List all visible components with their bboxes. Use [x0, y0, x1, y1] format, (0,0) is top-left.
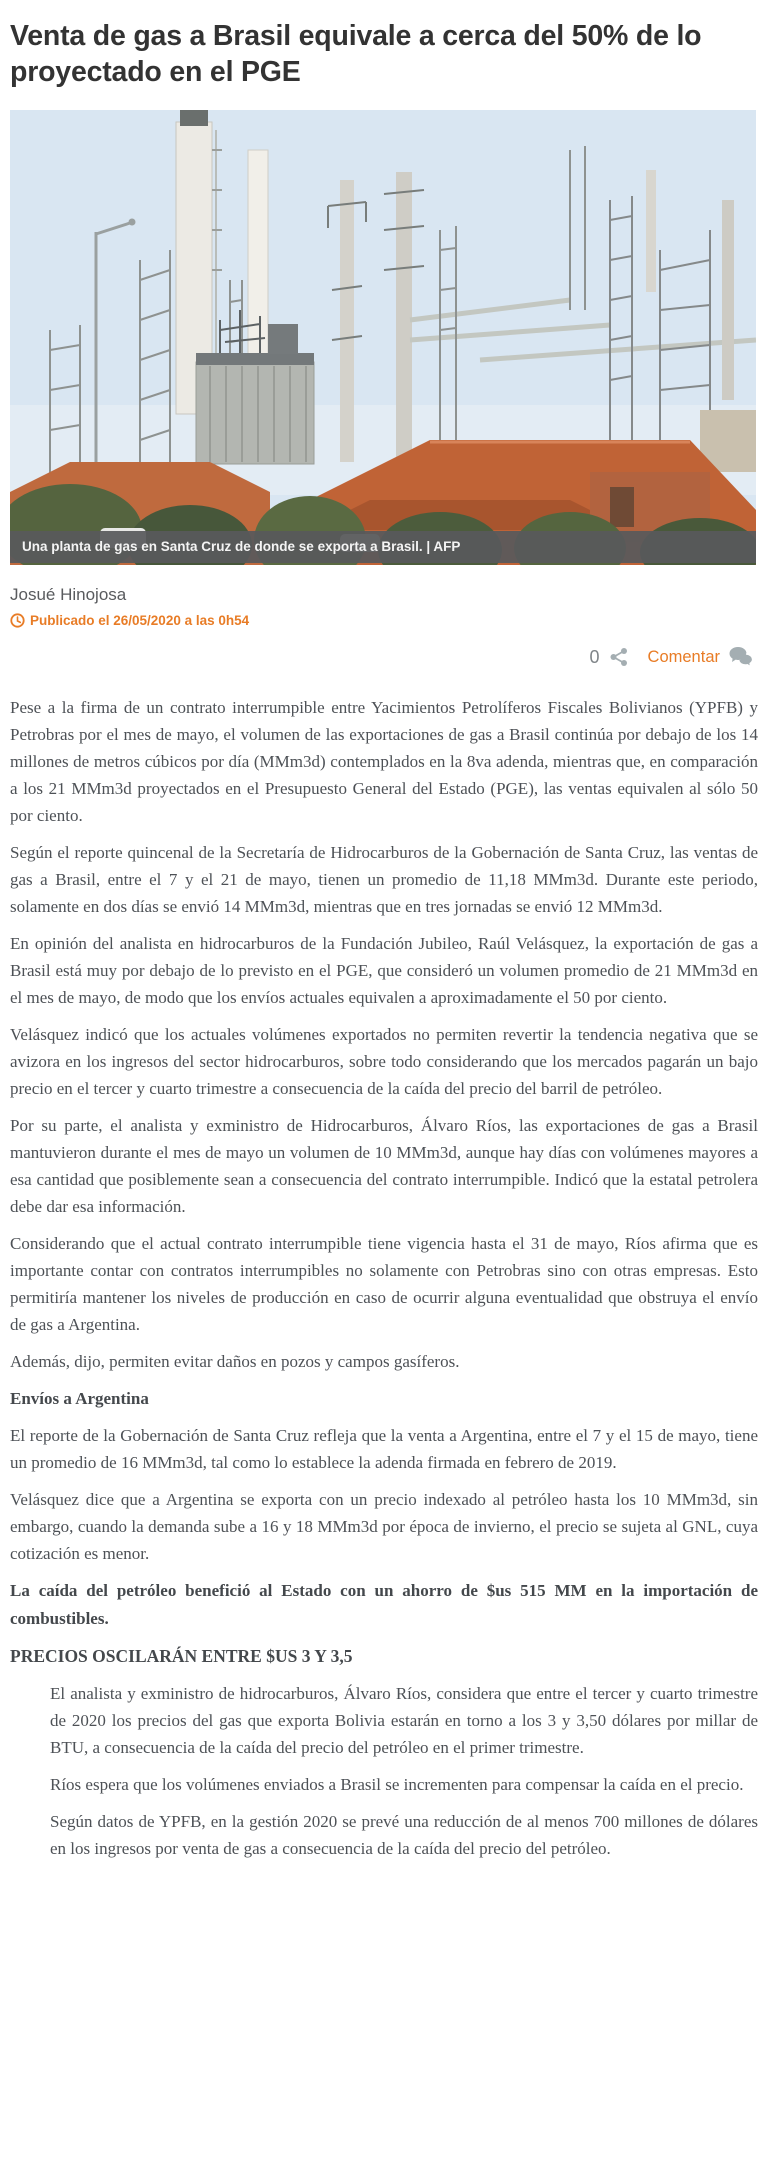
paragraph: Según el reporte quincenal de la Secretaría de Hidrocarburos de la Gobernación de Santa Cruz, las ventas de gas a Brasil, entre el 7 y el 21 de mayo, tienen un promedio de 11,18 MMm3d. Durante este periodo, solamente en dos días se envió 14 MMm3d, mientras que en tres jornadas se envió 12 MMm3d.	[10, 843, 758, 916]
highlight-quote: La caída del petróleo benefició al Estado con un ahorro de $us 515 MM en la importación de combustibles.	[10, 1581, 758, 1628]
paragraph: El reporte de la Gobernación de Santa Cruz refleja que la venta a Argentina, entre el 7 y el 15 de mayo, tiene un promedio de 16 MMm3d, tal como lo establece la adenda firmada en febrero de 2019.	[10, 1426, 758, 1472]
comment-link[interactable]: Comentar	[647, 647, 720, 666]
prices-section	[50, 1680, 758, 1862]
paragraph: Según datos de YPFB, en la gestión 2020 se prevé una reducción de al menos 700 millones de dólares en los ingresos por venta de gas a consecuencia de la caída del precio del petróleo.	[50, 1812, 758, 1858]
gas-plant-illustration	[10, 110, 756, 565]
paragraph: Además, dijo, permiten evitar daños en pozos y campos gasíferos.	[10, 1352, 460, 1371]
share-count: 0	[589, 646, 600, 667]
paragraph: Pese a la firma de un contrato interrumpible entre Yacimientos Petrolíferos Fiscales Bolivianos (YPFB) y Petrobras por el mes de mayo, el volumen de las exportaciones de gas a Brasil continúa por debajo de los 14 millones de metros cúbicos por día (MMm3d) contemplados en la 8va adenda, mientras que, en comparación a los 21 MMm3d proyectados en el Presupuesto General del Estado (PGE), las ventas equivalen al sólo 50 por ciento.	[10, 698, 758, 825]
clock-icon	[10, 613, 25, 628]
photo-caption: Una planta de gas en Santa Cruz de donde se exporta a Brasil. | AFP	[10, 531, 756, 563]
subhead-precios: PRECIOS OSCILARÁN ENTRE $US 3 Y 3,5	[10, 1646, 353, 1666]
article-photo	[10, 110, 756, 565]
social-row	[10, 646, 754, 668]
publish-date-row	[10, 613, 758, 628]
paragraph: Ríos espera que los volúmenes enviados a Brasil se incrementen para compensar la caída en el precio.	[50, 1775, 744, 1794]
paragraph: Por su parte, el analista y exministro de Hidrocarburos, Álvaro Ríos, las exportaciones de gas a Brasil mantuvieron durante el mes de mayo un volumen de 10 MMm3d, aunque hay días con volúmenes mayores a esa cantidad que posiblemente sean a consecuencia del contrato interrumpible. Indicó que la estatal petrolera debe dar esa información.	[10, 1116, 758, 1216]
paragraph: Velásquez dice que a Argentina se exporta con un precio indexado al petróleo hasta los 10 MMm3d, sin embargo, cuando la demanda sube a 16 y 18 MMm3d por época de invierno, el precio se sujeta al GNL, cuya cotización es menor.	[10, 1490, 758, 1563]
paragraph: Considerando que el actual contrato interrumpible tiene vigencia hasta el 31 de mayo, Ríos afirma que es importante contar con contratos interrumpibles no solamente con Petrobras sino con otras empresas. Esto permitiría mantener los niveles de producción en caso de ocurrir alguna eventualidad que obstruya el envío de gas a Argentina.	[10, 1234, 758, 1334]
author-name: Josué Hinojosa	[10, 585, 127, 604]
paragraph: El analista y exministro de hidrocarburos, Álvaro Ríos, considera que entre el tercer y cuarto trimestre de 2020 los precios del gas que exporta Bolivia estarán en torno a los 3 y 3,50 dólares por millar de BTU, a consecuencia de la caída del precio del petróleo en el primer trimestre.	[50, 1684, 758, 1757]
paragraph: Velásquez indicó que los actuales volúmenes exportados no permiten revertir la tendencia negativa que se avizora en los ingresos del sector hidrocarburos, sobre todo considerando que los mercados pagarán un bajo precio en el tercer y cuarto trimestre a consecuencia de la caída del precio del barril de petróleo.	[10, 1025, 758, 1098]
share-icon[interactable]	[608, 646, 630, 668]
publish-date: Publicado el 26/05/2020 a las 0h54	[30, 613, 250, 628]
paragraph: En opinión del analista en hidrocarburos de la Fundación Jubileo, Raúl Velásquez, la exportación de gas a Brasil está muy por debajo de lo previsto en el PGE, que consideró un volumen promedio de 21 MMm3d en el mes de mayo, de modo que los envíos actuales equivalen a aproximadamente el 50 por ciento.	[10, 934, 758, 1007]
speech-bubbles-icon[interactable]	[728, 646, 754, 668]
byline	[10, 585, 758, 628]
page-title: Venta de gas a Brasil equivale a cerca del 50% de lo proyectado en el PGE	[10, 20, 702, 88]
article-page	[0, 18, 768, 1862]
subhead-envios-argentina: Envíos a Argentina	[10, 1389, 149, 1408]
article-body	[10, 694, 758, 1862]
